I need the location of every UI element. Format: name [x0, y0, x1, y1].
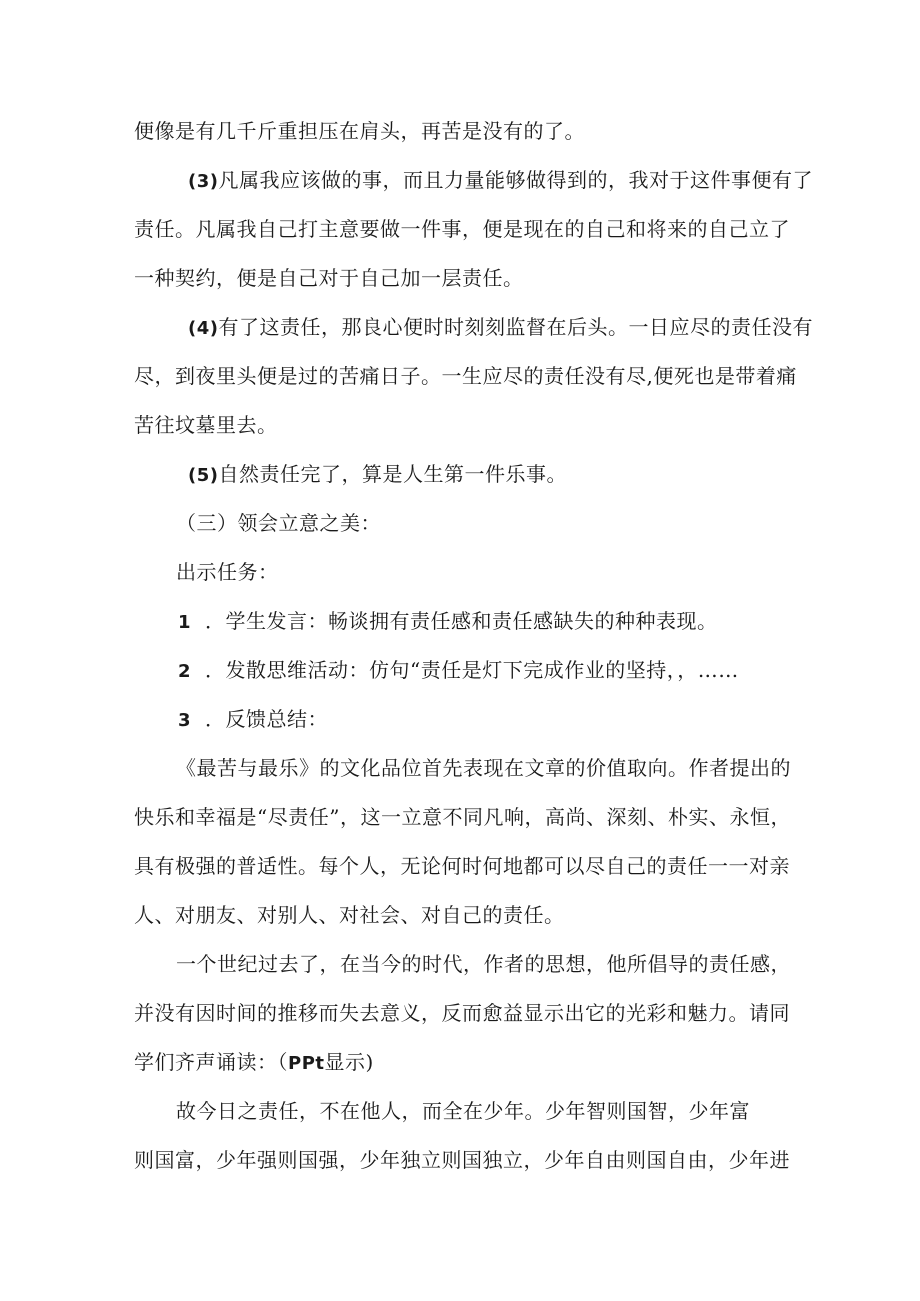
- section-heading: [176, 509, 381, 537]
- text: 凡属我应该做的事，而且力量能够做得到的，我对于这件事便有了: [218, 168, 813, 192]
- item-number: (4): [188, 318, 219, 339]
- text: （三）领会立意之美：: [176, 511, 381, 535]
- text: 有了这责任，那良心便时时刻刻监督在后头。一日应尽的责任没有: [218, 315, 813, 339]
- text: 出示任务：: [176, 560, 279, 584]
- item-number: (5): [188, 465, 219, 486]
- paragraph-line: [176, 754, 791, 782]
- paragraph-line: [134, 1146, 790, 1174]
- paragraph-line: [188, 166, 813, 196]
- paragraph-line: [134, 999, 790, 1027]
- paragraph-line: [188, 313, 813, 343]
- paragraph-line: [134, 1048, 374, 1078]
- text: 故今日之责任，不在他人，而全在少年。少年智则国智，少年富: [176, 1099, 750, 1123]
- ppt-label: PPt: [288, 1053, 325, 1074]
- list-item: [178, 705, 328, 735]
- list-item: [178, 607, 718, 637]
- paragraph-line: [134, 117, 585, 145]
- paragraph-line: [134, 803, 791, 831]
- task-title: [176, 558, 279, 586]
- paragraph-line: [188, 460, 567, 490]
- paragraph-line: [134, 215, 790, 243]
- text: 尽，到夜里头便是过的苦痛日子。一生应尽的责任没有尽,便死也是带着痛: [134, 364, 797, 388]
- text: ．反馈总结：: [205, 707, 329, 731]
- paragraph-line: [176, 950, 791, 978]
- paragraph-line: [134, 362, 797, 390]
- text: 一种契约，便是自己对于自己加一层责任。: [134, 266, 524, 290]
- text: 学们齐声诵读：（: [134, 1050, 288, 1074]
- text: 并没有因时间的推移而失去意义，反而愈益显示出它的光彩和魅力。请同: [134, 1001, 790, 1025]
- paragraph-line: [134, 901, 565, 929]
- text: ．学生发言：畅谈拥有责任感和责任感缺失的种种表现。: [205, 609, 718, 633]
- paragraph-line: [176, 1097, 750, 1125]
- paragraph-line: [134, 411, 278, 439]
- paragraph-line: [134, 264, 524, 292]
- item-number: (3): [188, 171, 219, 192]
- paragraph-line: [134, 852, 790, 880]
- text: ．发散思维活动：仿句“责任是灯下完成作业的坚持，，……: [205, 658, 739, 682]
- text: 快乐和幸福是“尽责任”，这一立意不同凡响，高尚、深刻、朴实、永恒，: [134, 805, 791, 829]
- text: 自然责任完了，算是人生第一件乐事。: [218, 462, 567, 486]
- list-item: [178, 656, 739, 686]
- text: 一个世纪过去了，在当今的时代，作者的思想，他所倡导的责任感，: [176, 952, 791, 976]
- item-number: 1: [178, 612, 192, 633]
- text: 责任。凡属我自己打主意要做一件事，便是现在的自己和将来的自己立了: [134, 217, 790, 241]
- text: 则国富，少年强则国强，少年独立则国独立，少年自由则国自由，少年进: [134, 1148, 790, 1172]
- item-number: 2: [178, 661, 192, 682]
- item-number: 3: [178, 710, 192, 731]
- text: 显示): [324, 1050, 374, 1074]
- text: 苦往坟墓里去。: [134, 413, 278, 437]
- text: 便像是有几千斤重担压在肩头，再苦是没有的了。: [134, 119, 585, 143]
- text: 人、对朋友、对别人、对社会、对自己的责任。: [134, 903, 565, 927]
- text: 具有极强的普适性。每个人，无论何时何地都可以尽自己的责任一一对亲: [134, 854, 790, 878]
- text: 《最苦与最乐》的文化品位首先表现在文章的价值取向。作者提出的: [176, 756, 791, 780]
